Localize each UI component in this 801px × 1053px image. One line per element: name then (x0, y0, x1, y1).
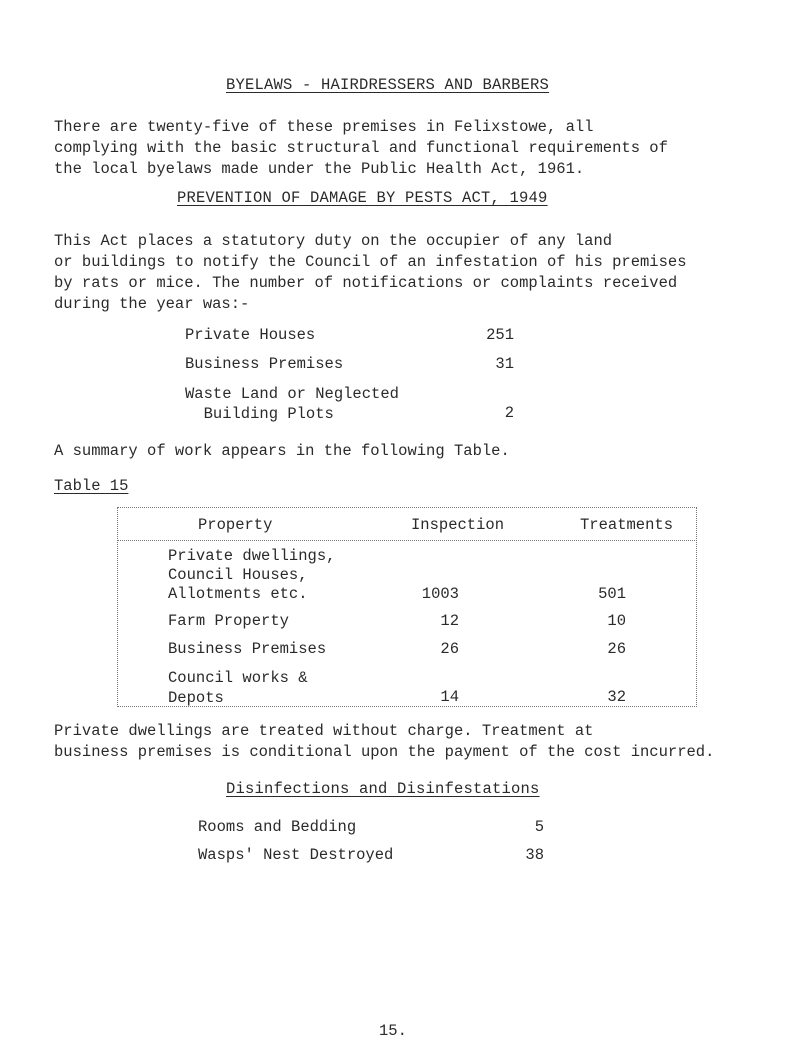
summary-line: A summary of work appears in the following Table. (54, 442, 510, 460)
table-row-inspection: 12 (440, 612, 459, 630)
heading-byelaws: BYELAWS - HAIRDRESSERS AND BARBERS (226, 76, 550, 94)
disinfection-label: Wasps' Nest Destroyed (198, 846, 394, 864)
table-row-treatments: 26 (607, 640, 626, 658)
notification-label: Business Premises (185, 355, 344, 373)
disinfection-label: Rooms and Bedding (198, 818, 357, 836)
table-row-property: Business Premises (168, 640, 327, 658)
notification-value: 2 (504, 404, 514, 422)
table-label: Table 15 (54, 477, 129, 495)
paragraph-pests-act: This Act places a statutory duty on the occupier of any land or buildings to notify the Council of an infestation of his premises by rats or mice. The number of notifications or complaints received during the year was:- (54, 232, 687, 313)
table-row-treatments: 10 (607, 612, 626, 630)
table-row-property: Private dwellings, Council Houses, Allotments etc. (168, 547, 336, 603)
table-header-treatments: Treatments (580, 516, 674, 534)
table-row-inspection: 1003 (421, 585, 459, 603)
table-row-treatments: 32 (607, 688, 626, 706)
table-header-inspection: Inspection (411, 516, 505, 534)
table-row-inspection: 26 (440, 640, 459, 658)
heading-disinfections: Disinfections and Disinfestations (226, 780, 540, 798)
page-number: 15. (379, 1022, 407, 1040)
table-header-property: Property (198, 516, 273, 534)
disinfection-value: 38 (525, 846, 544, 864)
table-row-property: Farm Property (168, 612, 289, 630)
notification-value: 251 (486, 326, 514, 344)
heading-pests-act: PREVENTION OF DAMAGE BY PESTS ACT, 1949 (177, 189, 548, 207)
table-row-treatments: 501 (598, 585, 626, 603)
paragraph-hairdressers: There are twenty-five of these premises in Felixstowe, all complying with the basic structural and functional requirements of the local byelaws made under the Public Health Act, 1961. (54, 118, 668, 178)
table-row-property: Council works & Depots (168, 669, 308, 707)
notification-label: Waste Land or Neglected Building Plots (185, 385, 399, 423)
notification-value: 31 (495, 355, 514, 373)
table-header-divider (117, 540, 695, 541)
paragraph-treatment-note: Private dwellings are treated without charge. Treatment at business premises is conditional upon the payment of the cost incurred. (54, 722, 715, 761)
disinfection-value: 5 (534, 818, 544, 836)
notification-label: Private Houses (185, 326, 316, 344)
table-row-inspection: 14 (440, 688, 459, 706)
